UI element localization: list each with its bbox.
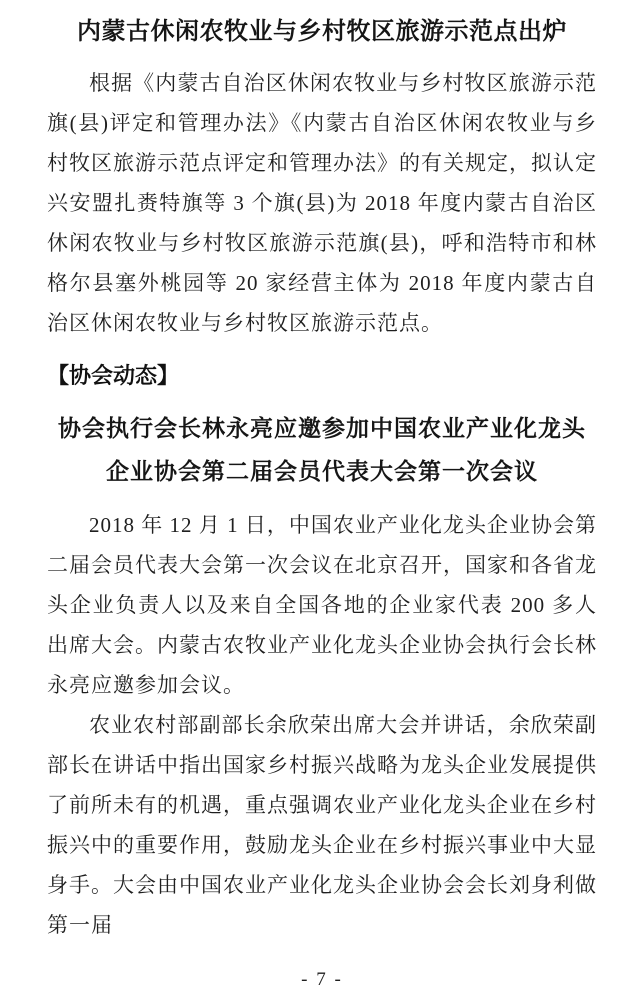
article-2-paragraph-2: 农业农村部副部长余欣荣出席大会并讲话，余欣荣副部长在讲话中指出国家乡村振兴战略为龙头企业发展提供了前所未有的机遇，重点强调农业产业化龙头企业在乡村振兴中的重要作用，鼓励龙头企业在乡村振兴事业中大显身手。大会由中国农业产业化龙头企业协会会长刘身利做第一届 bbox=[47, 713, 597, 937]
article-1-title: 内蒙古休闲农牧业与乡村牧区旅游示范点出炉 bbox=[77, 19, 567, 45]
article-1-paragraph-1: 根据《内蒙古自治区休闲农牧业与乡村牧区旅游示范旗(县)评定和管理办法》《内蒙古自治区休闲农牧业与乡村牧区旅游示范点评定和管理办法》的有关规定，拟认定兴安盟扎赉特旗等 3 个旗(县)为 2018 年度内蒙古自治区休闲农牧业与乡村牧区旅游示范旗(县)，呼和浩特市和林格尔县塞外桃园等 20 家经营主体为 2018 年度内蒙古自治区休闲农牧业与乡村牧区旅游示范点。 bbox=[47, 71, 597, 335]
page-number: - 7 - bbox=[301, 969, 343, 990]
article-2-paragraph-1: 2018 年 12 月 1 日，中国农业产业化龙头企业协会第二届会员代表大会第一次会议在北京召开，国家和各省龙头企业负责人以及来自全国各地的企业家代表 200 多人出席大会。内蒙古农牧业产业化龙头企业协会执行会长林永亮应邀参加会议。 bbox=[47, 513, 597, 697]
article-2-title: 协会执行会长林永亮应邀参加中国农业产业化龙头企业协会第二届会员代表大会第一次会议 bbox=[58, 416, 586, 484]
section-header-association-news: 【协会动态】 bbox=[47, 363, 180, 388]
